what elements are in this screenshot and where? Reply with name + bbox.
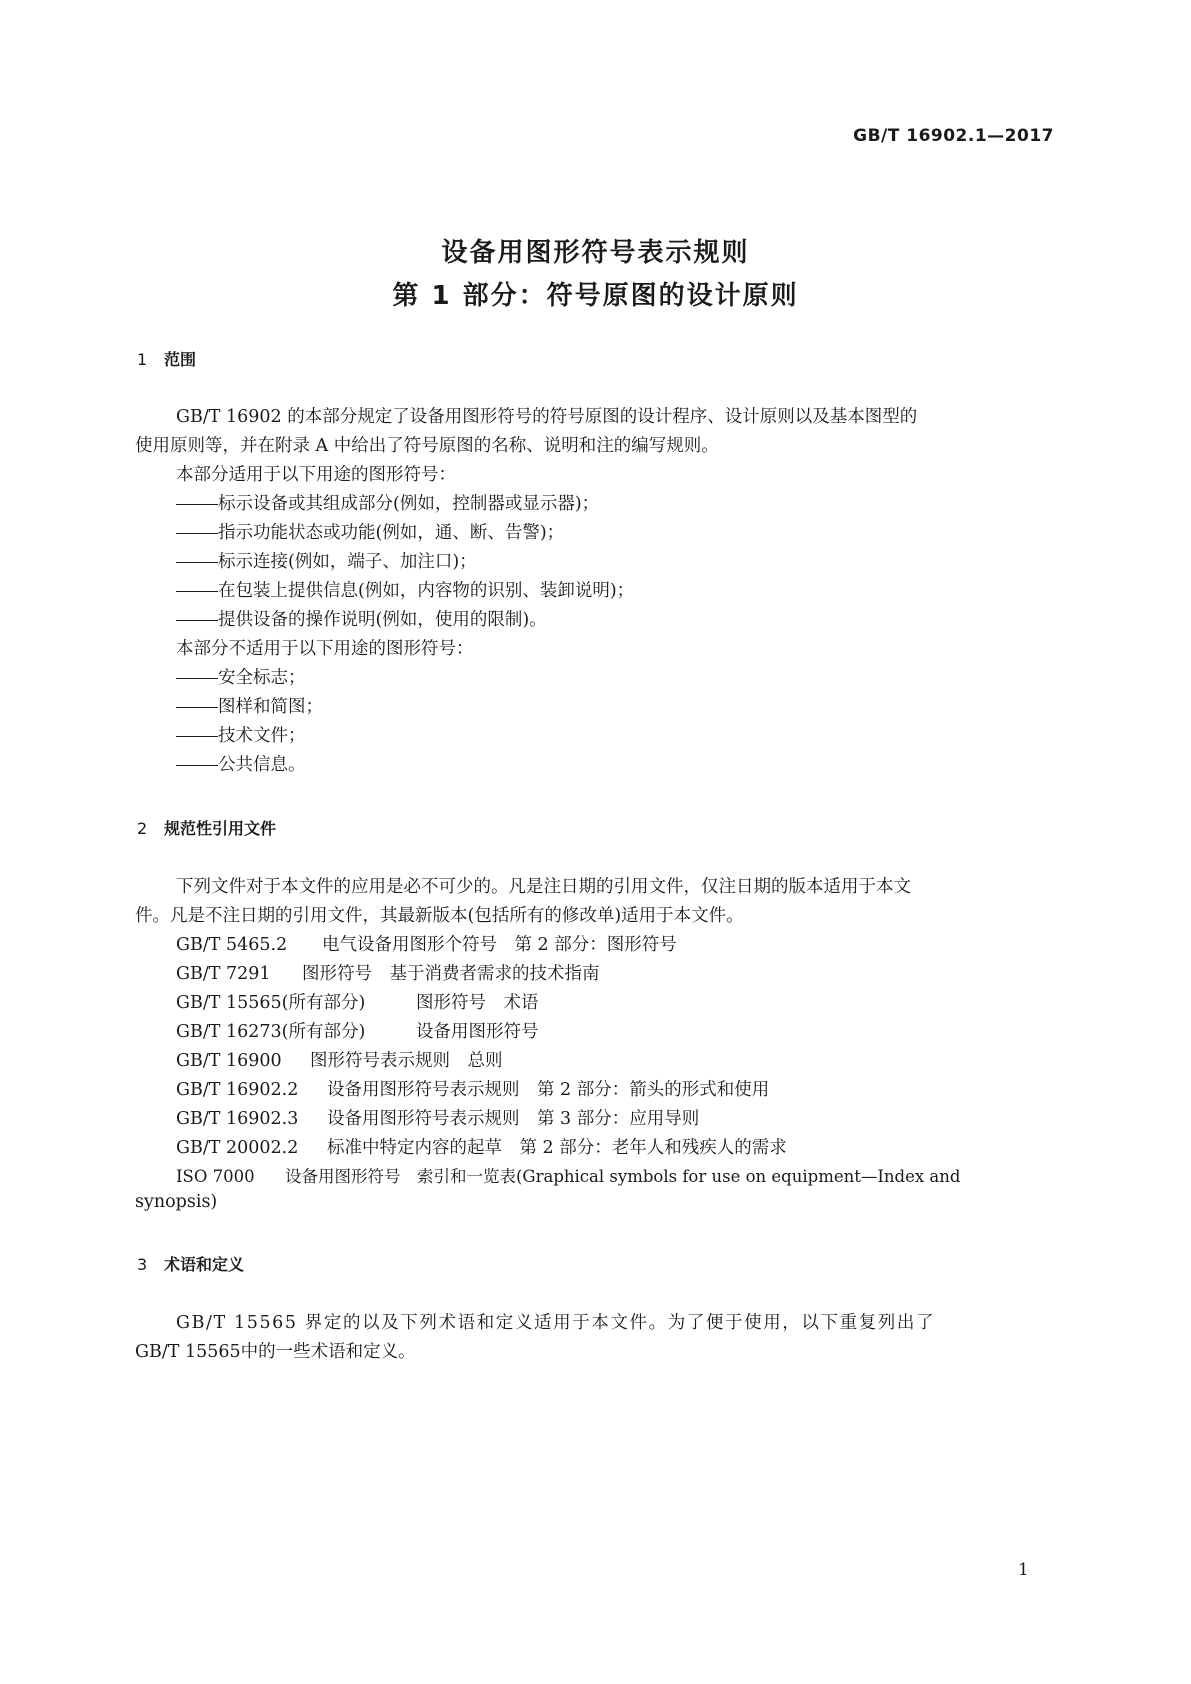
list-item: 提供设备的操作说明(例如，使用的限制)。 [176, 606, 547, 631]
paragraph-line: GB/T 15565 界定的以及下列术语和定义适用于本文件。为了便于使用，以下重复列出了 [176, 1313, 936, 1333]
em-dash [176, 736, 218, 737]
section-number: 1 [137, 350, 148, 369]
section-title: 规范性引用文件 [164, 819, 277, 838]
list-item: 标示连接(例如，端子、加注口)； [176, 548, 477, 573]
em-dash [176, 678, 218, 679]
list-item: 安全标志； [176, 664, 306, 689]
list-item: 图样和简图； [176, 693, 323, 718]
reference-item [176, 1047, 503, 1072]
reference-title: 设备用图形符号 [416, 1022, 539, 1042]
reference-code: GB/T 16900 [176, 1051, 282, 1071]
em-dash [176, 620, 218, 621]
paragraph-line: 本部分不适用于以下用途的图形符号： [176, 639, 474, 659]
list-item: 在包装上提供信息(例如，内容物的识别、装卸说明)； [176, 577, 634, 602]
reference-code: GB/T 7291 [176, 964, 271, 984]
paragraph-line: 下列文件对于本文件的应用是必不可少的。凡是注日期的引用文件，仅注日期的版本适用于本文 [176, 877, 911, 897]
em-dash [176, 591, 218, 592]
reference-code: GB/T 15565(所有部分) [176, 993, 366, 1013]
reference-code: GB/T 5465.2 [176, 935, 288, 955]
em-dash [176, 707, 218, 708]
reference-item [176, 1018, 539, 1043]
em-dash [176, 765, 218, 766]
reference-item [176, 931, 677, 956]
reference-item [176, 1134, 787, 1159]
list-item: 标示设备或其组成部分(例如，控制器或显示器)； [176, 490, 599, 515]
reference-title: 标准中特定内容的起草 第 2 部分：老年人和残疾人的需求 [327, 1138, 787, 1158]
reference-item [176, 1076, 769, 1101]
reference-continuation: synopsis) [135, 1192, 218, 1212]
em-dash [176, 562, 218, 563]
em-dash [176, 504, 218, 505]
reference-item [176, 989, 539, 1014]
reference-code: GB/T 16902.2 [176, 1080, 299, 1100]
section-title: 术语和定义 [164, 1255, 245, 1274]
reference-title: 设备用图形符号 索引和一览表(Graphical symbols for use on equipment—Index and [285, 1167, 961, 1186]
reference-title: 电气设备用图形个符号 第 2 部分：图形符号 [322, 935, 677, 955]
reference-code: GB/T 16273(所有部分) [176, 1022, 366, 1042]
reference-title: 图形符号表示规则 总则 [310, 1051, 503, 1071]
reference-title: 图形符号 基于消费者需求的技术指南 [302, 964, 600, 984]
list-item: 技术文件； [176, 722, 306, 747]
standard-code: GB/T 16902.1—2017 [853, 126, 1054, 146]
list-item: 公共信息。 [176, 751, 306, 776]
reference-title: 图形符号 术语 [416, 993, 539, 1013]
paragraph-line: 本部分适用于以下用途的图形符号： [176, 465, 456, 485]
reference-code: GB/T 20002.2 [176, 1138, 299, 1158]
list-item: 指示功能状态或功能(例如，通、断、告警)； [176, 519, 564, 544]
paragraph-line: 使用原则等，并在附录 A 中给出了符号原图的名称、说明和注的编写规则。 [135, 436, 719, 456]
section-title: 范围 [164, 350, 197, 369]
em-dash [176, 533, 218, 534]
section-3-heading [137, 1252, 244, 1275]
paragraph-line: GB/T 16902 的本部分规定了设备用图形符号的符号原图的设计程序、设计原则以及基本图型的 [176, 407, 918, 427]
reference-code: ISO 7000 [176, 1167, 255, 1186]
section-number: 3 [137, 1255, 148, 1274]
title-line-1: 设备用图形符号表示规则 [441, 238, 750, 268]
section-2-heading [137, 816, 276, 839]
section-1-heading [137, 347, 196, 370]
reference-item [176, 1105, 699, 1130]
page-number: 1 [1018, 1560, 1029, 1580]
reference-item [176, 1163, 960, 1187]
reference-code: GB/T 16902.3 [176, 1109, 299, 1129]
title-line-2: 第 1 部分：符号原图的设计原则 [392, 281, 799, 311]
reference-title: 设备用图形符号表示规则 第 3 部分：应用导则 [327, 1109, 700, 1129]
reference-title: 设备用图形符号表示规则 第 2 部分：箭头的形式和使用 [327, 1080, 770, 1100]
paragraph-line: GB/T 15565中的一些术语和定义。 [135, 1342, 416, 1362]
paragraph-line: 件。凡是不注日期的引用文件，其最新版本(包括所有的修改单)适用于本文件。 [135, 906, 744, 926]
section-number: 2 [137, 819, 148, 838]
reference-item [176, 960, 600, 985]
